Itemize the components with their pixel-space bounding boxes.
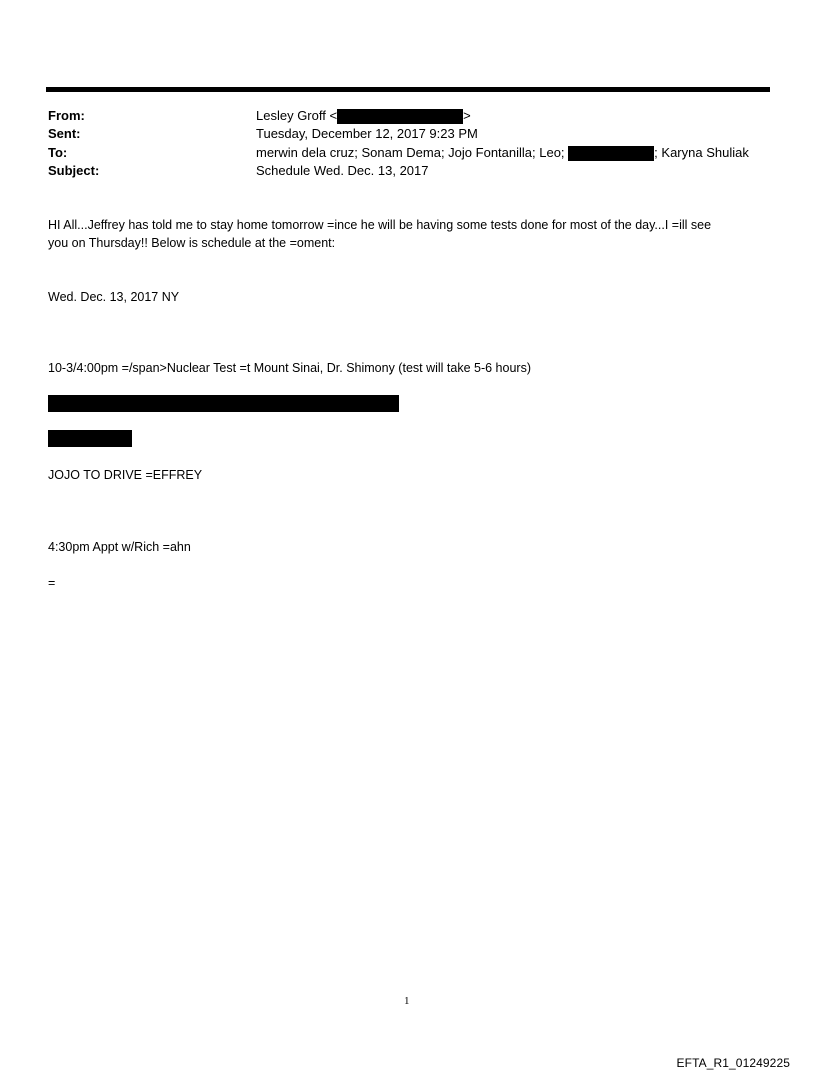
to-value	[256, 144, 749, 162]
from-name: Lesley Groff <	[256, 108, 338, 123]
to-recipients-part1: merwin dela cruz; Sonam Dema; Jojo Fontanilla; Leo;	[256, 145, 565, 160]
to-label: To:	[48, 145, 68, 160]
redaction-block-1	[48, 395, 399, 412]
schedule-item-driver: JOJO TO DRIVE =EFFREY	[48, 468, 203, 482]
to-recipients-part2: ; Karyna Shuliak	[654, 145, 749, 160]
from-close: >	[463, 108, 471, 123]
subject-label: Subject:	[48, 163, 100, 178]
intro-line-1: HI All...Jeffrey has told me to stay home tomorrow =ince he will be having some tests done for most of the day...I =ill see	[48, 218, 712, 232]
from-label: From:	[48, 108, 85, 123]
sent-value: Tuesday, December 12, 2017 9:23 PM	[256, 126, 478, 141]
document-id: EFTA_R1_01249225	[676, 1056, 790, 1070]
schedule-item-nuclear-test: 10-3/4:00pm =/span>Nuclear Test =t Mount Sinai, Dr. Shimony (test will take 5-6 hours)	[48, 361, 531, 375]
header-divider	[46, 87, 770, 92]
schedule-item-appointment: 4:30pm Appt w/Rich =ahn	[48, 540, 191, 554]
sent-label: Sent:	[48, 126, 81, 141]
intro-line-2: you on Thursday!! Below is schedule at the =oment:	[48, 236, 336, 250]
page-number: 1	[404, 995, 410, 1007]
from-value	[256, 107, 471, 125]
redaction-from-email	[337, 109, 463, 124]
subject-value: Schedule Wed. Dec. 13, 2017	[256, 163, 429, 178]
schedule-date: Wed. Dec. 13, 2017 NY	[48, 290, 180, 304]
redaction-block-2	[48, 430, 132, 447]
redaction-to-recipient	[568, 146, 654, 161]
trailing-character: =	[48, 576, 56, 590]
